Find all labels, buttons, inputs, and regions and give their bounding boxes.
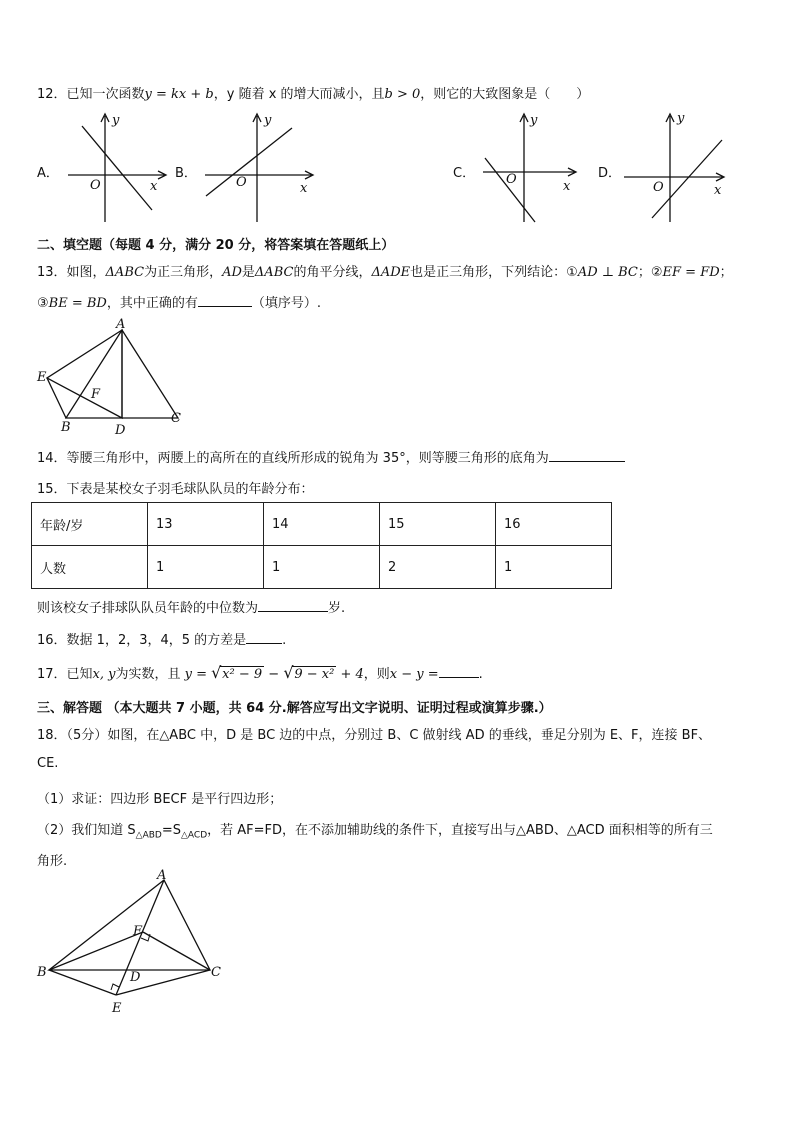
q18-line2: CE. (37, 756, 59, 771)
q12-option-b-graph (200, 110, 320, 225)
q16-answer-blank[interactable] (246, 630, 282, 644)
q12-text-pre: 12．已知一次函数 (37, 87, 145, 102)
table-cell: 年龄/岁 (32, 503, 148, 546)
table-cell: 人数 (32, 546, 148, 589)
q18-label-e: E (112, 1001, 122, 1016)
q16-text-b: . (282, 633, 287, 648)
q12-d-x-label: x (714, 183, 722, 198)
q13-conclusion-2: EF = FD (662, 265, 720, 280)
q18-part2-b: ，若 AF=FD，在不添加辅助线的条件下，直接写出与△ABD、△ACD 面积相等的所有三 (207, 823, 713, 838)
q16-stem (37, 629, 286, 648)
q12-b-x-label: x (300, 181, 308, 196)
q17-text-d: . (478, 667, 483, 682)
q13-label-b: B (61, 420, 71, 435)
q15-answer-blank[interactable] (258, 598, 328, 612)
q12-b-y-label: y (264, 113, 272, 128)
q17-radicand-2: 9 − x² (294, 667, 335, 682)
q13-figure (35, 318, 195, 438)
table-row (32, 546, 612, 589)
q12-option-b-label[interactable]: B． (175, 166, 197, 181)
q15-stem: 15．下表是某校女子羽毛球队队员的年龄分布： (37, 482, 314, 497)
q18-label-b: B (37, 965, 47, 980)
q12-condition: b > 0 (384, 87, 421, 102)
section3-title: 三、解答题 （本大题共 7 小题，共 64 分.解答应写出文字说明、证明过程或演算步骤.） (37, 701, 552, 716)
q12-option-d-graph (620, 110, 740, 225)
q13-conclusion-1: AD ⊥ BC (577, 265, 638, 280)
table-row (32, 503, 612, 546)
q15-age-table (31, 502, 612, 589)
q13-text-i: （填序号）. (251, 296, 321, 311)
q12-c-y-label: y (530, 113, 538, 128)
table-cell: 13 (148, 503, 264, 546)
q13-text-e: 也是正三角形，下列结论：① (410, 265, 578, 280)
table-cell: 1 (496, 546, 612, 589)
q17-minus: − (268, 667, 280, 682)
q15-text-b: 岁. (328, 601, 346, 616)
q12-a-origin-label: O (90, 178, 101, 193)
q15-text-a: 则该校女子排球队队员年龄的中位数为 (37, 601, 259, 616)
q13-text-a: 13．如图， (37, 265, 106, 280)
q12-option-a-label[interactable]: A． (37, 166, 59, 181)
q17-radicand-1: x² − 9 (222, 667, 263, 682)
q13-conclusion-3: BE = BD (48, 296, 107, 311)
q16-text-a: 16．数据 1，2，3，4，5 的方差是 (37, 633, 247, 648)
q18-label-f: F (133, 924, 143, 939)
q14-stem (37, 447, 625, 466)
q17-text-b: 为实数，且 (115, 667, 181, 682)
q13-line1 (37, 261, 733, 280)
q18-part2 (37, 819, 713, 841)
q17-vars: x, y (92, 667, 116, 682)
q13-line2 (37, 292, 321, 311)
table-cell: 2 (380, 546, 496, 589)
q12-b-origin-label: O (236, 175, 247, 190)
q13-text-h: ，其中正确的有 (106, 296, 198, 311)
q17-answer-blank[interactable] (439, 664, 479, 678)
q17-text-c: ，则 (363, 667, 390, 682)
q13-text-f: ；② (637, 265, 663, 280)
q18-sub-acd: △ACD (181, 830, 208, 841)
q12-text-post: ，则它的大致图象是（ ） (420, 87, 590, 102)
q12-a-x-label: x (150, 179, 158, 194)
q18-part2-end: 角形. (37, 854, 68, 869)
q17-eq-lhs: y = (184, 667, 208, 682)
q17-radical-1: √ x² − 9 (211, 663, 263, 682)
q12-option-a-graph (60, 110, 180, 225)
q18-label-a: A (157, 868, 167, 883)
q14-text: 14．等腰三角形中，两腰上的高所在的直线所形成的锐角为 35°，则等腰三角形的底角为 (37, 451, 549, 466)
q18-label-d: D (130, 970, 141, 985)
q13-ad: AD (222, 265, 242, 280)
q12-option-d-label[interactable]: D． (598, 166, 622, 181)
q15-followup (37, 597, 345, 616)
q12-option-c-label[interactable]: C． (453, 166, 476, 181)
q13-triangle-ade: ΔADE (371, 265, 411, 280)
q18-part2-a: （2）我们知道 S (37, 823, 136, 838)
q13-circle-3: ③ (37, 296, 49, 311)
table-cell: 16 (496, 503, 612, 546)
q12-c-x-label: x (563, 179, 571, 194)
q12-d-y-label: y (677, 111, 685, 126)
table-cell: 1 (264, 546, 380, 589)
q13-label-d: D (115, 423, 126, 438)
q13-label-c: C (171, 411, 181, 426)
section2-title: 二、填空题（每题 4 分，满分 20 分，将答案填在答题纸上） (37, 238, 395, 253)
q18-part2-eq: =S (161, 823, 181, 838)
q13-answer-blank[interactable] (198, 293, 252, 307)
table-cell: 1 (148, 546, 264, 589)
q17-stem (37, 663, 483, 682)
q17-plus-four: + 4 (340, 667, 364, 682)
q17-text-a: 17．已知 (37, 667, 93, 682)
table-cell: 14 (264, 503, 380, 546)
q18-label-c: C (211, 965, 221, 980)
q14-answer-blank[interactable] (549, 448, 625, 462)
q12-a-y-label: y (112, 113, 120, 128)
q13-text-g: ； (719, 265, 733, 280)
table-cell: 15 (380, 503, 496, 546)
q13-label-f: F (91, 387, 101, 402)
q18-line1: 18．（5分）如图，在△ABC 中，D 是 BC 边的中点，分别过 B、C 做射线 AD 的垂线，垂足分别为 E、F，连接 BF、 (37, 728, 712, 743)
q13-triangle-abc-2: ΔABC (254, 265, 294, 280)
q13-triangle-abc: ΔABC (105, 265, 145, 280)
q18-figure (35, 868, 235, 1018)
q12-function: y = kx + b (144, 87, 214, 102)
q13-label-a: A (116, 317, 126, 332)
q12-c-origin-label: O (506, 172, 517, 187)
q17-ask: x − y = (389, 667, 439, 682)
q13-text-d: 的角平分线， (293, 265, 372, 280)
q13-label-e: E (37, 370, 47, 385)
q12-option-c-graph (475, 110, 595, 225)
q17-radical-2: √ 9 − x² (283, 663, 335, 682)
q18-sub-abd: △ABD (135, 830, 162, 841)
q12-text-mid: ，y 随着 x 的增大而减小，且 (213, 87, 385, 102)
q13-text-c: 是 (241, 265, 255, 280)
q12-d-origin-label: O (653, 180, 664, 195)
q12-stem (37, 83, 589, 102)
q18-part1: （1）求证：四边形 BECF 是平行四边形； (37, 792, 283, 807)
q13-text-b: 为正三角形， (144, 265, 223, 280)
